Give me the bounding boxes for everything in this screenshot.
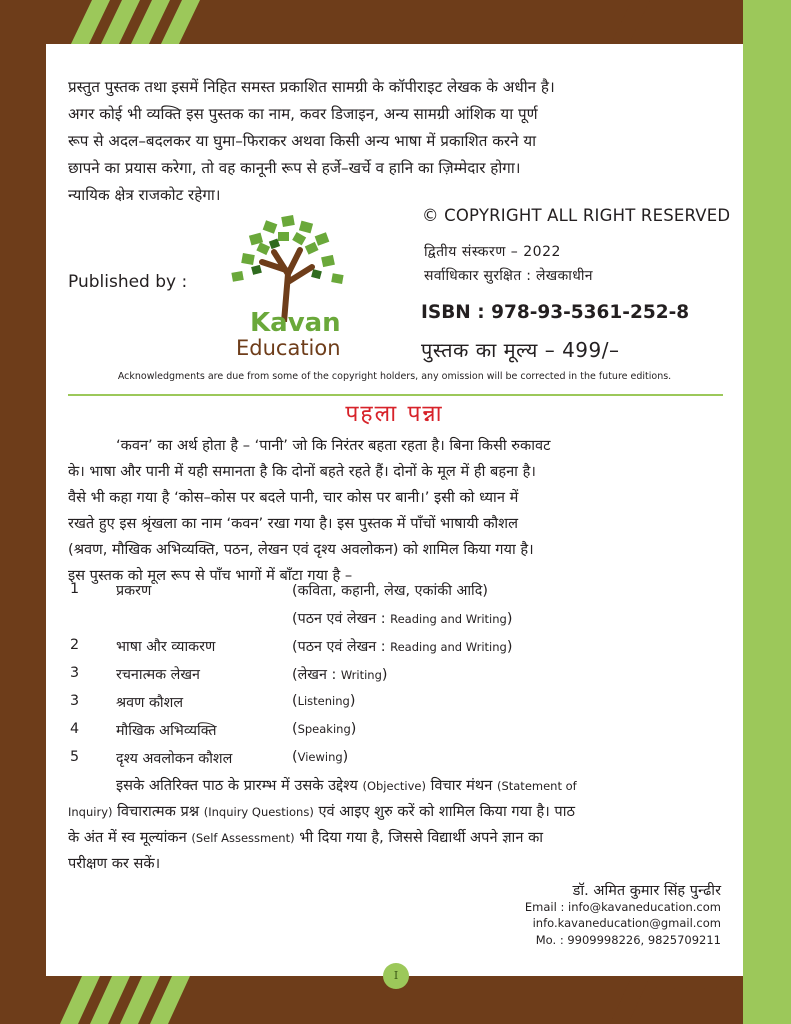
published-by-label: Published by :: [68, 272, 188, 292]
copyright-line: अगर कोई भी व्यक्ति इस पुस्तक का नाम, कवर डिजाइन, अन्य सामग्री आंशिक या पूर्ण: [68, 105, 538, 123]
desc-end: ): [342, 749, 349, 765]
right-green-border: [743, 0, 791, 1024]
list-item: [70, 637, 720, 665]
outro-line: [68, 799, 723, 825]
intro-paragraph: [68, 433, 723, 589]
page-number: I: [383, 963, 409, 989]
desc-en: Writing: [340, 668, 382, 682]
outro-en: (Statement of: [496, 779, 577, 793]
list-item: [70, 581, 720, 609]
rights-text: सर्वाधिकार सुरक्षित : लेखकाधीन: [424, 268, 593, 284]
outro-en: Inquiry): [68, 805, 113, 819]
item-desc: [292, 665, 387, 684]
item-number: 2: [70, 637, 80, 653]
item-label: दृश्य अवलोकन कौशल: [116, 751, 233, 767]
book-page: [46, 44, 743, 982]
item-desc: [292, 721, 356, 737]
item-number: 5: [70, 749, 80, 765]
page-title: पहला पन्ना: [345, 401, 444, 427]
item-desc: (कविता, कहानी, लेख, एकांकी आदि): [292, 583, 488, 599]
outro-text: विचार मंथन: [425, 777, 497, 794]
desc-end: ): [349, 693, 356, 709]
item-desc: [292, 749, 348, 765]
desc-end: ): [381, 667, 388, 683]
mobile-numbers: Mo. : 9909998226, 9825709211: [535, 933, 721, 947]
email-primary: Email : info@kavaneducation.com: [524, 900, 721, 914]
copyright-line: न्यायिक क्षेत्र राजकोट रहेगा।: [68, 186, 221, 204]
copyright-paragraph: [68, 74, 723, 209]
list-item: [70, 665, 720, 693]
edition-text: द्वितीय संस्करण – 2022: [424, 244, 561, 260]
outro-text: विचारात्मक प्रश्न: [112, 803, 204, 820]
item-label: रचनात्मक लेखन: [116, 667, 200, 683]
top-stripes: [0, 0, 791, 46]
item-desc: [292, 609, 512, 628]
item-number: 1: [70, 581, 80, 597]
outro-line: [68, 773, 723, 799]
item-label: मौखिक अभिव्यक्ति: [116, 723, 217, 739]
tree-icon: [202, 212, 372, 322]
intro-line: रखते हुए इस श्रृंखला का नाम ‘कवन’ रखा गया है। इस पुस्तक में पाँचों भाषायी कौशल: [68, 515, 518, 532]
copyright-line: प्रस्तुत पुस्तक तथा इसमें निहित समस्त प्रकाशित सामग्री के कॉपीराइट लेखक के अधीन है।: [68, 78, 555, 96]
intro-line: इस पुस्तक को मूल रूप से पाँच भागों में बाँटा गया है –: [68, 567, 353, 584]
copyright-line: रूप से अदल–बदलकर या घुमा–फिराकर अथवा किसी अन्य भाषा में प्रकाशित करने या: [68, 132, 537, 150]
list-item: [70, 609, 720, 637]
desc-en: Reading and Writing: [390, 640, 507, 654]
intro-line: (श्रवण, मौखिक अभिव्यक्ति, पठन, लेखन एवं दृश्य अवलोकन) को शामिल किया गया है।: [68, 541, 534, 558]
copyright-line: छापने का प्रयास करेगा, तो वह कानूनी रूप से हर्जे–खर्चे व हानि का ज़िम्मेदार होगा।: [68, 159, 521, 177]
publisher-logo: [202, 212, 372, 362]
price-text: पुस्तक का मूल्य – 499/–: [421, 338, 620, 362]
item-desc: [292, 693, 355, 709]
copyright-notice: © COPYRIGHT ALL RIGHT RESERVED: [422, 206, 731, 225]
list-item: [70, 693, 720, 721]
outro-text: इसके अतिरिक्त पाठ के प्रारम्भ में उसके उद्देश्य: [116, 777, 363, 794]
list-item: [70, 721, 720, 749]
acknowledgment-text: Acknowledgments are due from some of the copyright holders, any omission will be corrected in the future editions.: [117, 371, 672, 382]
desc-hi: (: [292, 721, 298, 737]
desc-end: ): [350, 721, 357, 737]
outro-line: परीक्षण कर सकें।: [68, 855, 161, 872]
outro-paragraph: [68, 773, 723, 877]
outro-en: (Inquiry Questions): [203, 805, 314, 819]
email-secondary: info.kavaneducation@gmail.com: [532, 916, 721, 930]
desc-hi: (पठन एवं लेखन :: [292, 611, 391, 627]
outro-text: भी दिया गया है, जिससे विद्यार्थी अपने ज्ञान का: [294, 829, 544, 846]
desc-en: Viewing: [297, 750, 343, 764]
item-number: 4: [70, 721, 80, 737]
item-number: 3: [70, 693, 80, 709]
desc-hi: (लेखन :: [292, 667, 341, 683]
logo-kavan-text: Kavan: [250, 308, 341, 338]
item-label: भाषा और व्याकरण: [116, 639, 216, 655]
item-desc: [292, 637, 512, 656]
intro-line: ‘कवन’ का अर्थ होता है – ‘पानी’ जो कि निरंतर बहता रहता है। बिना किसी रुकावट: [116, 437, 551, 454]
outro-line: [68, 825, 723, 851]
outro-text: एवं आइए शुरु करें को शामिल किया गया है। पाठ: [313, 803, 575, 820]
logo-education-text: Education: [236, 336, 341, 360]
desc-en: Reading and Writing: [390, 612, 507, 626]
item-label: श्रवण कौशल: [116, 695, 184, 711]
isbn-text: ISBN : 978-93-5361-252-8: [421, 302, 690, 323]
outro-en: (Objective): [362, 779, 426, 793]
desc-hi: (: [292, 693, 298, 709]
item-number: 3: [70, 665, 80, 681]
desc-en: Listening: [297, 694, 350, 708]
item-label: प्रकरण: [116, 583, 152, 599]
desc-end: ): [506, 611, 513, 627]
desc-en: Speaking: [297, 722, 351, 736]
desc-hi: (पठन एवं लेखन :: [292, 639, 391, 655]
outro-text: के अंत में स्व मूल्यांकन: [68, 829, 192, 846]
intro-line: वैसे भी कहा गया है ‘कोस–कोस पर बदले पानी, चार कोस पर बानी।’ इसी को ध्यान में: [68, 489, 519, 506]
author-name: डॉ. अमित कुमार सिंह पुन्ढीर: [572, 883, 721, 899]
desc-hi: (: [292, 749, 298, 765]
outro-en: (Self Assessment): [191, 831, 295, 845]
parts-list: [70, 581, 720, 777]
intro-line: के। भाषा और पानी में यही समानता है कि दोनों बहते रहते हैं। दोनों के मूल में ही बहना है।: [68, 463, 536, 480]
desc-end: ): [506, 639, 513, 655]
